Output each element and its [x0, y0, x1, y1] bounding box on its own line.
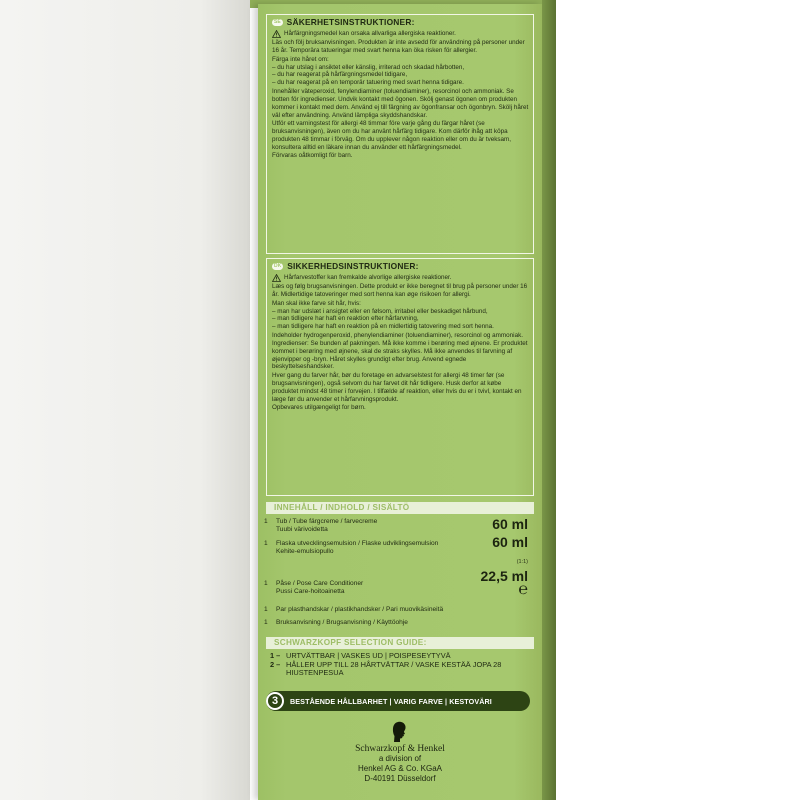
- paragraph-dk-1: Læs og følg brugsanvisningen. Dette produkt er ikke beregnet til brug på personer under 16 år. Midlertidige tatoveringer med sort henna kan øge risikoen for allergi.: [272, 283, 528, 298]
- mix-ratio: (1:1): [516, 559, 528, 565]
- paragraph-se-2: Färga inte håret om:: [272, 55, 329, 63]
- paragraph-dk-3: Indeholder hydrogenperoxid, phenylendiaminer (toluendiaminer), resorcinol og ammoniak. Ingredienser: Se bunden af pakningen. Må ikke komme i berøring med øjnene. Er produktet kommet i berøring med øjnene, skal de straks skylles. Må ikke anvendes til farvning af øjenvipper og -bryn. Håret skylles grundigt efter brug. Anvend egnede beskyttelseshandsker.: [272, 332, 528, 371]
- item-label: Påse / Pose Care Conditioner: [276, 580, 364, 587]
- safety-title-se: SÄKERHETSINSTRUKTIONER:: [286, 17, 415, 27]
- paragraph-dk-5: Opbevares utilgængeligt for børn.: [272, 403, 366, 411]
- level-label: BESTÅENDE HÅLLBARHET | VARIG FARVE | KESTOVÄRI: [290, 696, 492, 706]
- paragraph-se-5: Förvaras oåtkomligt för barn.: [272, 151, 353, 159]
- item-qty: 1: [264, 606, 268, 613]
- paragraph-dk-4: Hver gang du farver hår, bør du foretage en advarselstest for allergi 48 timer før (se brugsanvisningen), også selvom du har farvet dit hår tidligere. Husk derfor at købe produktet mindst 48 timer i forvejen. I tilfælde af reaktion, eller hvis du er i tvivl, kontakt en læge før du anvender et hårfarvningsprodukt.: [272, 372, 522, 403]
- item-qty: 1: [264, 518, 268, 525]
- item-amount: 22,5 ml: [480, 568, 528, 584]
- bullet-se-3: – du har reagerat på en temporär tatuering med svart henna tidigare.: [272, 79, 529, 87]
- selection-guide-list: [270, 652, 532, 678]
- bullet-dk-3: – man tidligere har haft en reaktion på en midlertidig tatovering med sort henna.: [272, 323, 529, 331]
- bullet-dk-2: – man tidligere har haft en reaktion efter hårfarvning,: [272, 315, 529, 323]
- safety-title-dk: SIKKERHEDSINSTRUKTIONER:: [287, 261, 419, 271]
- selected-level-badge: [266, 691, 530, 711]
- item-qty: 1: [264, 619, 268, 626]
- brand-name: Schwarzkopf & Henkel: [355, 744, 445, 754]
- warning-icon: [272, 274, 281, 282]
- contents-header: INNEHÅLL / INDHOLD / SISÄLTÖ: [266, 502, 534, 514]
- safety-instructions-se: [266, 14, 534, 254]
- contents-list: [264, 518, 536, 631]
- guide-item-number: 2 –: [270, 659, 281, 669]
- warning-text-dk: Hårfarvestoffer kan fremkalde alvorlige allergiske reaktioner.: [284, 274, 452, 281]
- paragraph-se-3: Innehåller väteperoxid, fenylendiaminer (toluendiaminer), resorcinol och ammoniak. Se botten för ingredienser. Undvik kontakt med ögonen. Skölj genast ögonen om produkten kommer i kontakt med dem. Använd ej till färgning av ögonfransar och ögonbryn. Skölj håret väl efter användning. Använd lämpliga skyddshandskar.: [272, 88, 529, 119]
- bullet-se-2: – du har reagerat på hårfärgningsmedel tidigare,: [272, 71, 529, 79]
- warning-text-se: Hårfärgningsmedel kan orsaka allvarliga allergiska reaktioner.: [284, 30, 456, 37]
- language-badge-se: SE: [274, 18, 281, 25]
- brand-address: D-40191 Düsseldorf: [364, 774, 436, 783]
- brand-division: a division of: [378, 754, 422, 763]
- selection-guide-header: SCHWARZKOPF SELECTION GUIDE:: [266, 637, 534, 649]
- schwarzkopf-silhouette-icon: [258, 721, 542, 743]
- guide-item-text: URTVÄTTBAR | VASKES UD | POISPESEYTYVÄ: [286, 651, 451, 660]
- language-badge-dk: DK: [274, 262, 282, 269]
- brand-footer: [258, 721, 542, 784]
- item-label-fi: Pussi Care-hoitoainetta: [276, 588, 345, 595]
- paragraph-dk-2: Man skal ikke farve sit hår, hvis:: [272, 299, 361, 307]
- level-number-circle: 3: [266, 692, 284, 710]
- contents-item: [264, 606, 536, 619]
- safety-instructions-dk: [266, 258, 534, 496]
- warning-icon: [272, 30, 281, 38]
- guide-item: [270, 661, 532, 678]
- brand-company: Henkel AG & Co. KGaA: [357, 764, 443, 773]
- paragraph-se-1: Läs och följ bruksanvisningen. Produkten är inte avsedd för användning på personer under 16 år. Temporära tatueringar med svart henna kan öka risken för allergier.: [272, 39, 525, 54]
- bullet-dk-1: – man har udslæt i ansigtet eller en følsom, irritabel eller beskadiget hårbund,: [272, 308, 529, 316]
- item-amount: 60 ml: [492, 516, 528, 532]
- paragraph-se-4: Utför ett varningstest för allergi 48 timmar före varje gång du färgar håret (se bruksanvisningen), även om du har använt hårfärg tidigare. Kom därför ihåg att köpa produkten 48 timmar i förväg. Om du upplever någon reaktion eller om du är tveksam, konsultera alltid en läkare innan du använder ett hårfärgningsmedel.: [272, 120, 512, 151]
- box-right-edge: [542, 0, 556, 800]
- estimated-sign-icon: ℮: [518, 581, 528, 598]
- item-label: Par plasthandskar / plastikhandsker / Pari muovikäsineitä: [276, 606, 444, 613]
- item-label-fi: Tuubi värivoidetta: [276, 526, 328, 533]
- contents-item: [264, 568, 536, 606]
- item-qty: 1: [264, 580, 268, 587]
- item-label-fi: Kehite-emulsiopullo: [276, 548, 334, 555]
- package-side-panel: [258, 4, 542, 800]
- item-qty: 1: [264, 540, 268, 547]
- item-amount: 60 ml: [492, 534, 528, 550]
- bullet-se-1: – du har utslag i ansiktet eller känslig, irriterad och skadad hårbotten,: [272, 64, 529, 72]
- guide-item-number: 1 –: [270, 651, 281, 660]
- item-label: Bruksanvisning / Brugsanvisning / Käyttöohje: [276, 619, 408, 626]
- contents-item: [264, 619, 536, 631]
- item-label: Tub / Tube färgcreme / farvecreme: [276, 518, 378, 525]
- item-label: Flaska utvecklingsemulsion / Flaske udviklingsemulsion: [276, 540, 439, 547]
- guide-item-text: HÅLLER UPP TILL 28 HÅRTVÄTTAR / VASKE KESTÄÄ JOPA 28 HIUSTENPESUA: [286, 659, 502, 678]
- box-left-face: [0, 0, 250, 800]
